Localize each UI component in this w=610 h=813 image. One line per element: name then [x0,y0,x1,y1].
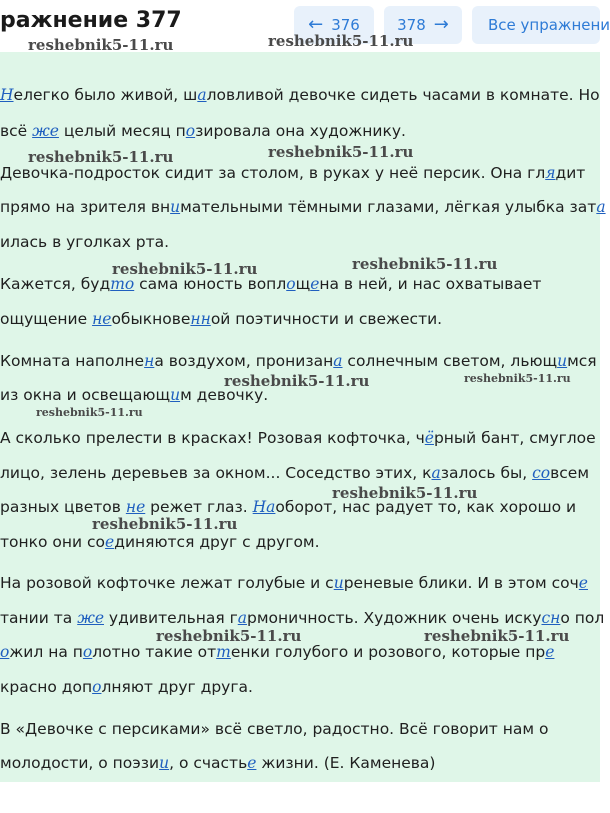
exercise-title: ражнение 377 [0,8,182,33]
watermark: reshebnik5-11.ru [36,406,143,419]
text-line: Комната наполнена воздухом, пронизана солнечным светом, льющимся [0,352,597,370]
watermark: reshebnik5-11.ru [224,372,370,390]
watermark: reshebnik5-11.ru [28,148,174,166]
watermark: reshebnik5-11.ru [156,627,302,645]
watermark: reshebnik5-11.ru [332,484,478,502]
text-line: ощущение необыкновенной поэтичности и свежести. [0,310,443,328]
text-line: всё же целый месяц позировала она художнику. [0,122,406,140]
watermark: reshebnik5-11.ru [352,255,498,273]
text-line: Кажется, будто сама юность воплощена в ней, и нас охватывает [0,275,542,293]
watermark: reshebnik5-11.ru [92,515,238,533]
text-line: тонко они соединяются друг с другом. [0,533,320,551]
text-line: А сколько прелести в красках! Розовая кофточка, чёрный бант, смуглое [0,429,596,447]
text-line: прямо на зрителя внимательными тёмными глазами, лёгкая улыбка зата [0,198,606,216]
watermark: reshebnik5-11.ru [268,143,414,161]
text-line: красно дополняют друг друга. [0,678,253,696]
text-line: ожил на полотно такие оттенки голубого и розового, которые пре [0,643,555,661]
text-line: Нелегко было живой, шаловливой девочке сидеть часами в комнате. Но [0,86,600,104]
exercise-text-area [0,32,606,782]
watermark: reshebnik5-11.ru [464,372,571,385]
text-line: из окна и освещающим девочку. [0,386,269,404]
all-exercises-button[interactable] [472,6,610,44]
watermark: reshebnik5-11.ru [424,627,570,645]
text-line: илась в уголках рта. [0,233,170,251]
text-line: лицо, зелень деревьев за окном... Соседство этих, казалось бы, совсем [0,464,590,482]
arrow-right-icon: → [433,14,449,35]
watermark: reshebnik5-11.ru [112,260,258,278]
text-line: В «Девочке с персиками» всё светло, радостно. Всё говорит нам о [0,720,549,738]
next-exercise-label: 378 [397,16,426,34]
text-line: тании та же удивительная гармоничность. Художник очень искусно пол [0,609,605,627]
prev-exercise-label: 376 [331,16,360,34]
watermark: reshebnik5-11.ru [268,32,414,50]
text-line: Девочка-подросток сидит за столом, в руках у неё персик. Она глядит [0,164,586,182]
text-line: На розовой кофточке лежат голубые и сиреневые блики. И в этом соче [0,574,588,592]
all-exercises-label: Все упражнени [488,16,610,34]
text-line: молодости, о поэзии, о счастье жизни. (Е. Каменева) [0,754,436,772]
arrow-left-icon: ← [308,14,324,35]
watermark: reshebnik5-11.ru [28,36,174,54]
text-line: разных цветов не режет глаз. Наоборот, нас радует то, как хорошо и [0,498,577,516]
